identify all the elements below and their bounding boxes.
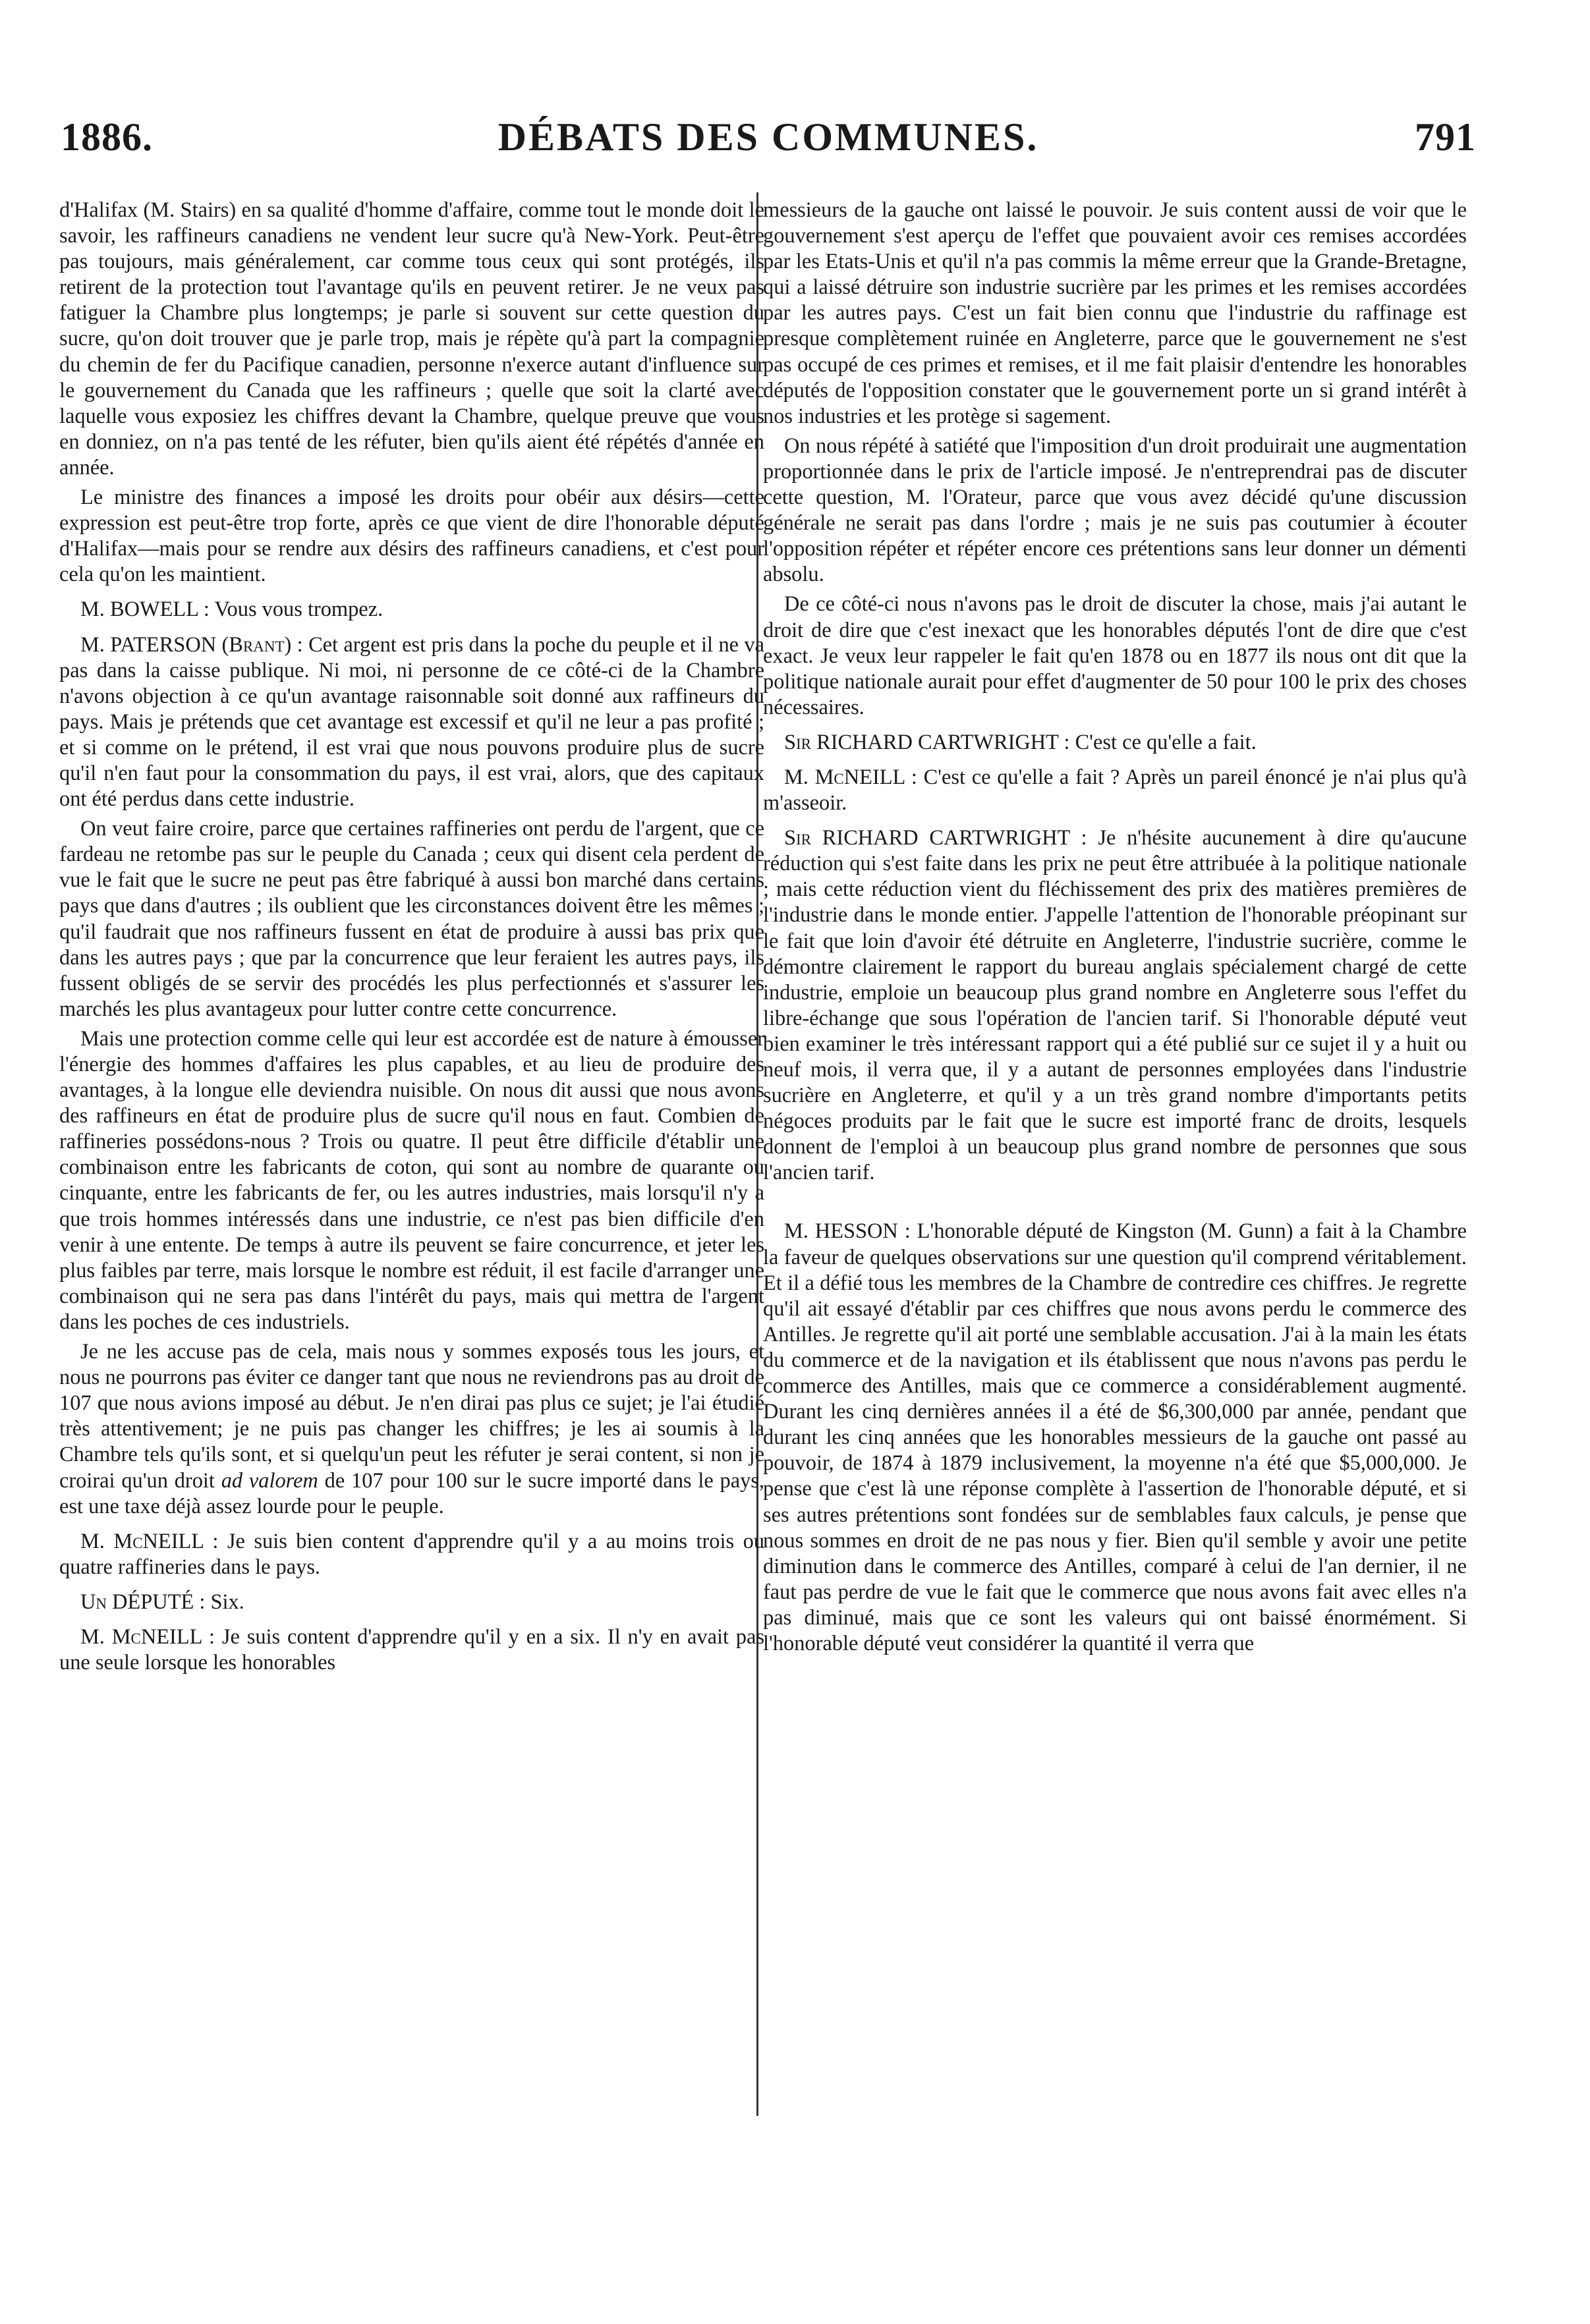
page-header	[61, 111, 1476, 163]
speech-text: Six.	[210, 1590, 244, 1614]
speech	[59, 1529, 764, 1580]
speech	[59, 632, 764, 813]
speech-text: Je suis content d'apprendre qu'il y en a six. Il n'y en avait pas une seule lorsque les honorables	[59, 1624, 764, 1675]
paragraph: Mais une protection comme celle qui leur est accordée est de nature à émousser l'énergie des hommes d'affaires les plus capables, et au lieu de produire des avantages, à la longue elle deviendra nuisible. On nous dit aussi que nous avons des raffineurs en état de produire plus de sucre qu'il nous en faut. Combien de raffineries possédons-nous ? Trois ou quatre. Il peut être difficile d'établir une combinaison entre les fabricants de coton, qui sont au nombre de quarante ou cinquante, entre les fabricants de fer, ou les autres industries, mais lorsqu'il n'y a que trois hommes intéressés dans une industrie, ce n'est pas bien difficile d'en venir à une entente. De temps à autre ils peuvent se faire concurrence, et jeter les plus faibles par terre, mais lorsque le nombre est réduit, il est facile d'arranger une combinaison qui ne sera pas dans l'intérêt du pays, mais qui mettra de l'argent dans les poches de ces industriels.	[59, 1026, 764, 1334]
paragraph-text: de 107 pour 100 sur le sucre importé dans le pays, est une taxe déjà assez lourde pour le peuple.	[59, 1468, 764, 1518]
speaker-name: Un DÉPUTÉ :	[80, 1590, 206, 1614]
speaker-name: M. McNEILL :	[80, 1529, 219, 1553]
speech	[763, 1219, 1467, 1657]
italic-phrase: ad valorem	[221, 1468, 318, 1493]
speaker-name: Sir RICHARD CARTWRIGHT :	[784, 826, 1087, 850]
speaker-name: M. McNEILL :	[784, 765, 917, 789]
speaker-name: M. McNEILL :	[80, 1624, 215, 1649]
speech-text: Cet argent est pris dans la poche du peuple et il ne va pas dans la caisse publique. Ni moi, ni personne de ce côté-ci de la Chambre n'avons objection à ce qu'un avantage raisonnable soit donné aux raffineurs du pays. Mais je prétends que cet avantage est excessif et qu'il ne leur a pas profité ; et si comme on le prétend, il est vrai que nous pouvons produire plus de sucre qu'il n'en faut pour la consommation du pays, il est vrai, alors, que des capitaux ont été perdus dans cette industrie.	[59, 632, 764, 812]
speech	[59, 1624, 764, 1676]
speaker-name: M. HESSON :	[784, 1219, 911, 1244]
year: 1886.	[61, 115, 153, 159]
speech-text: C'est ce qu'elle a fait ? Après un pareil énoncé je n'ai plus qu'à m'asseoir.	[763, 765, 1467, 816]
paragraph: On veut faire croire, parce que certaines raffineries ont perdu de l'argent, que ce fardeau ne retombe pas sur le peuple du Canada ; ceux qui disent cela perdent de vue le fait que le sucre ne peut pas être fabriqué à aussi bon marché dans certains pays que dans d'autres ; ils oublient que les circonstances doivent être les mêmes ; qu'il faudrait que nos raffineurs fussent en état de produire à aussi bas prix que dans les autres pays ; que par la concurrence que leur feraient les autres pays, ils fussent obligés de se servir des procédés les plus perfectionnés et s'assurer les marchés les plus avantageux pour lutter contre cette concurrence.	[59, 817, 764, 1021]
speaker-name: Sir RICHARD CARTWRIGHT :	[784, 730, 1070, 754]
paragraph: De ce côté-ci nous n'avons pas le droit de discuter la chose, mais j'ai autant le droit de dire que c'est inexact que les honorables députés l'ont de dire que c'est exact. Je veux leur rappeler le fait qu'en 1878 ou en 1877 ils nous ont dit que la politique nationale aurait pour effet d'augmenter de 50 pour 100 le prix des choses nécessaires.	[763, 592, 1467, 719]
speaker-name: M. BOWELL :	[80, 597, 210, 622]
paragraph: messieurs de la gauche ont laissé le pouvoir. Je suis content aussi de voir que le gouvernement s'est aperçu de l'effet que pouvaient avoir ces remises accordées par les Etats-Unis et qu'il n'a pas commis la même erreur que la Grande-Bretagne, qui a laissé détruire son industrie sucrière par les primes et les remises accordées par les autres pays. C'est un fait bien connu que l'industrie du raffinage est presque complètement ruinée en Angleterre, parce que le gouvernement ne s'est pas occupé de ces primes et remises, et il me fait plaisir d'entendre les honorables députés de l'opposition constater que le gouvernement porte un si grand intérêt à nos industries et les protège si sagement.	[763, 198, 1467, 428]
speech-text: C'est ce qu'elle a fait.	[1075, 730, 1257, 754]
paragraph: On nous répété à satiété que l'imposition d'un droit produirait une augmentation proportionnée dans le prix de l'article imposé. Je n'entreprendrai pas de discuter cette question, M. l'Orateur, parce que vous avez décidé qu'une discussion générale ne serait pas dans l'ordre ; mais je ne suis pas coutumier à écouter l'opposition répéter et répéter encore ces prétentions sans leur donner un démenti absolu.	[763, 433, 1467, 587]
paragraph	[59, 1339, 764, 1520]
paragraph: d'Halifax (M. Stairs) en sa qualité d'homme d'affaire, comme tout le monde doit le savoir, les raffineurs canadiens ne vendent leur sucre qu'à New-York. Peut-être pas toujours, mais généralement, car comme tous ceux qui sont protégés, ils retirent de la protection tout l'avantage qu'ils en peuvent retirer. Je ne veux pas fatiguer la Chambre plus longtemps; je parle si souvent sur cette question du sucre, qu'on doit trouver que je parle trop, mais je répète qu'à part la compagnie du chemin de fer du Pacifique canadien, personne n'exerce autant d'influence sur le gouvernement du Canada que les raffineurs ; quelle que soit la clarté avec laquelle vous exposiez les chiffres devant la Chambre, quelque preuve que vous en donniez, on n'a pas tenté de les réfuter, bien qu'ils aient été répétés d'année en année.	[59, 198, 764, 480]
speaker-name: M. PATERSON (Brant) :	[80, 632, 303, 657]
paragraph: Le ministre des finances a imposé les droits pour obéir aux désirs—cette expression est peut-être trop forte, après ce que vient de dire l'honorable député d'Halifax—mais pour se rendre aux désirs des raffineurs canadiens, et c'est pour cela qu'on les maintient.	[59, 485, 764, 587]
paragraph-text: Je ne les accuse pas de cela, mais nous y sommes exposés tous les jours, et nous ne pourrons pas éviter ce danger tant que nous ne reviendrons pas au droit de 107 que nous avions imposé au début. Je n'en dirai pas plus ce sujet; je l'ai étudié très attentivement; je ne puis pas changer les chiffres; je les ai soumis à la Chambre tels qu'ils sont, et si quelqu'un peut les réfuter je serai content, si non je croirai qu'un droit	[59, 1340, 764, 1493]
speech-text: Je suis bien content d'apprendre qu'il y a au moins trois ou quatre raffineries dans le pays.	[59, 1529, 764, 1579]
page-title: DÉBATS DES COMMUNES.	[497, 115, 1039, 159]
speech-text: Je n'hésite aucunement à dire qu'aucune réduction qui s'est faite dans les prix ne peut être attribuée à la politique nationale ; mais cette réduction vient du fléchissement des prix des matières premières de l'industrie dans le monde entier. J'appelle l'attention de l'honorable préopinant sur le fait que loin d'avoir été détruite en Angleterre, l'industrie sucrière, comme le démontre clairement le rapport du bureau anglais spécialement chargé de cette industrie, emploie un beaucoup plus grand nombre en Angleterre sous l'effet du libre-échange que sous l'opération de l'ancien tarif. Si l'honorable député veut bien examiner le très intéressant rapport qui a été publié sur ce sujet il y a huit ou neuf mois, il verra que, il y a autant de personnes employées dans l'industrie sucrière en Angleterre, et qu'il y a un très grand nombre d'importants petits négoces produits par le fait que le sucre est importé franc de droits, lesquels donnent de l'emploi à un beaucoup plus grand nombre de personnes que sous l'ancien tarif.	[763, 826, 1467, 1185]
speech	[763, 765, 1467, 816]
speech	[763, 825, 1467, 1186]
speech	[763, 730, 1467, 756]
speech	[59, 1590, 764, 1615]
spacer	[763, 1190, 1467, 1209]
right-column	[763, 198, 1467, 1661]
page-number: 791	[1415, 115, 1476, 159]
speech-text: L'honorable député de Kingston (M. Gunn) a fait à la Chambre la faveur de quelques observations sur une question qu'il comprend véritablement. Et il a défié tous les membres de la Chambre de contredire ces chiffres. Je regrette qu'il ait essayé d'établir par ces chiffres que nous avons perdu le commerce des Antilles. Je regrette qu'il ait porté une semblable accusation. J'ai à la main les états du commerce et de la navigation et ils établissent que nous n'avons pas perdu le commerce des Antilles, mais que ce commerce a considérablement augmenté. Durant les cinq dernières années il a été de $6,300,000 par année, pendant que durant les cinq années que les honorables messieurs de la gauche ont passé au pouvoir, de 1874 à 1879 inclusivement, la moyenne n'a été que $5,000,000. Je pense que c'est là une réponse complète à l'assertion de l'honorable député, et si ses autres prétentions sont fondées sur de semblables faux calculs, je pense que nous sommes en droit de ne pas nous y fier. Bien qu'il semble y avoir une petite diminution dans le commerce des Antilles, comparé à celui de l'an dernier, il ne faut pas perdre de vue le fait que le commerce que nous avons fait avec elles n'a pas diminué, mais que ce sont les valeurs qui ont baissé énormément. Si l'honorable député veut considérer la quantité il verra que	[763, 1219, 1467, 1655]
left-column	[59, 198, 764, 1680]
speech-text: Vous vous trompez.	[214, 597, 383, 622]
speech	[59, 597, 764, 622]
